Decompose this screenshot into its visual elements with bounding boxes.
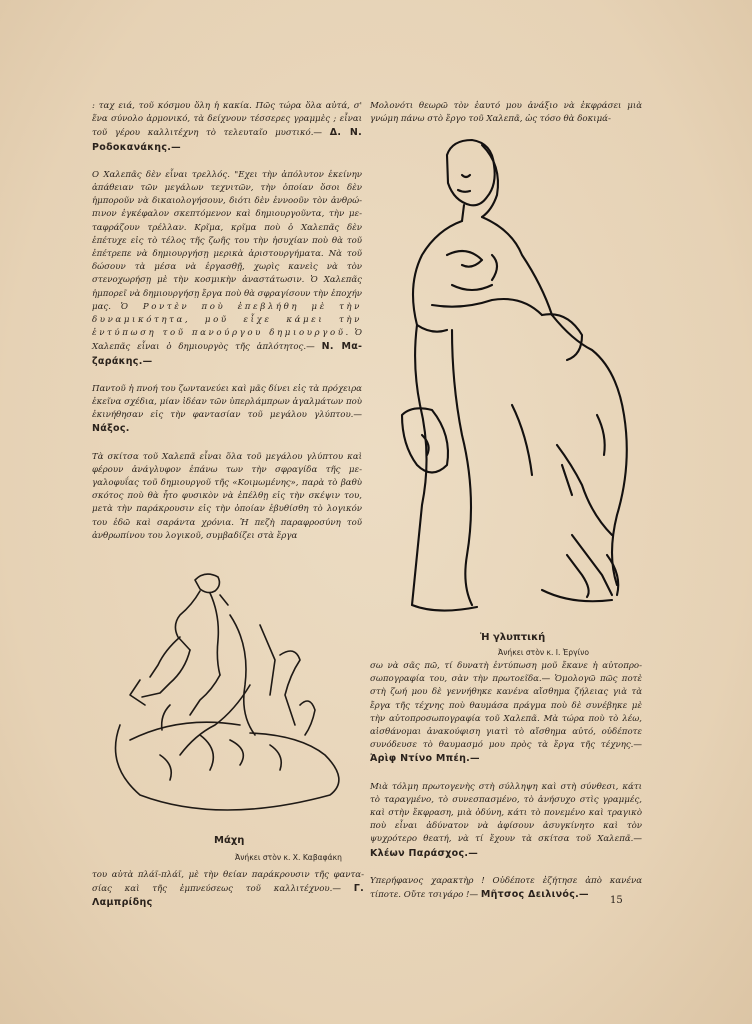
paragraph-text: Ο Χαλεπᾶς δὲν εἶναι τρελλός. "Εχει τὴν ἀπόλυτον ἐκείνην ἀπάθειαν τῶν μεγάλων τεχνιτῶν, τὴν ὁποίαν ὅσοι δὲν ἠμποροῦν νὰ δικαιολογήσουν, διότι δὲν ἐννοοῦν τὸν ἀνθρώπινον ἐγκέφαλον σκεπτόμενον καὶ δημιουργοῦντα, τὴν μεταφράζουν τρέλλαν. Κρῖμα, κρῖμα ποὺ ὁ Χαλεπᾶς δὲν ἐπέτυχε εἰς τὸ τέλος τῆς ζωῆς του τὴν ἡσυχίαν ποὺ θὰ τοῦ ἐπέτρεπε νὰ δημιουργήσῃ μερικὰ ἀριστουργήματα. Νὰ τοῦ δώσουν τὰ μέσα νὰ ἐργασθῇ, χωρὶς κανεὶς νὰ τὸν στενοχωρήσῃ μὲ τὴν κοσμικὴν ἀναστάτωσιν. Ὁ Χαλεπᾶς ἠμπορεῖ νὰ δημιουργήσῃ ἔργα ποὺ θὰ σφραγίσουν τὴν ἐποχήν μας. xyxy=(92,169,362,312)
author-signature: Γ. Λαμπρίδης xyxy=(92,883,364,909)
paragraph-deilinos xyxy=(370,875,642,902)
author-signature: Νάξος. xyxy=(92,423,130,435)
paragraph-text: : ταχ ειά, τοῦ κόσμου ὅλη ἡ κακία. Πῶς τώρα ὅλα αὐτά, σ' ἕνα σύνολο ἁρμονικό, τὰ δείχνουν τέσσερες γραμμὲς ; εἶναι τοῦ γέρου καλλιτέχνη τὸ τελευταῖο μυστικό.— xyxy=(92,101,362,139)
author-signature: Ν. Μαζαράκης.— xyxy=(92,341,362,367)
paragraph-text: Υπερήφανος χαρακτὴρ ! Οὐδέποτε ἐζήτησε ἀπὸ κανένα τίποτε. Οὔτε τσιγάρο !— xyxy=(370,875,642,901)
figure-caption-title-glyptiki: Ἡ γλυπτική xyxy=(480,632,546,643)
paragraph-text: Μιὰ τόλμη πρωτογενὴς στὴ σύλληψη καὶ στὴ σύνθεσι, κάτι τὸ ταραγμένο, τὸ συνεσπασμένο, τὸ ἀνήσυχο στὶς γραμμές, καὶ στὴν ἔκφραση, μιὰ ὀδύνη, κάτι τὸ πονεμένο καὶ τραγικὸ ποὺ εἶναι ἀδύνατον νὰ ἀφίσουν ἀσυγκίνητο καὶ τὸν ψυχρότερο θεατή, νὰ τί ἔχουν τὰ σκίτσα τοῦ Χαλεπᾶ.— xyxy=(370,781,642,845)
paragraph-naxos xyxy=(92,383,362,437)
battle-sketch-drawing xyxy=(100,565,350,820)
paragraph-molonoti xyxy=(370,100,642,126)
paragraph-paraschos xyxy=(370,781,642,861)
figure-caption-owner-glyptiki: Ἀνήκει στὸν κ. Ι. Ἐργίνο xyxy=(498,648,590,657)
sculptress-drawing xyxy=(392,135,642,630)
author-signature: Μῆτσος Δειλινός.— xyxy=(480,889,589,901)
author-signature: Δ. Ν. Ροδοκανάκης.— xyxy=(92,127,362,153)
paragraph-text: Τὰ σκίτσα τοῦ Χαλεπᾶ εἶναι ὅλα τοῦ μεγάλου γλύπτου καὶ φέρουν ἀνάγλυφον ἐπάνω των τὴν σφραγίδα τῆς μεγαλοφυΐας τοῦ δημιουργοῦ τῆς «Κοιμωμένης», παρὰ τὸ βαθὺ σκότος ποὺ θὰ ἦτο φυσικὸν νὰ ἐπέλθῃ εἰς τὴν σκέψιν του, μετὰ τὴν παράκρουσιν εἰς τὴν ὁποίαν ἐβυθίσθη τὸ λογικόν του ἐδῶ καὶ σαράντα χρόνια. Ἡ πεζὴ παραφροσύνη τοῦ ἀνθρωπίνου του λογικοῦ, συμβαδίζει στὰ ἔργα xyxy=(92,451,362,541)
paragraph-text: Μολονότι θεωρῶ τὸν ἑαυτό μου ἀνάξιο νὰ ἐκφράσει μιὰ γνώμη πάνω στὸ ἔργο τοῦ Χαλεπᾶ, ὡς τόσο θὰ δοκιμά- xyxy=(370,101,642,125)
paragraph-spaced-text: Ὁ Ροντὲν ποὺ ἐπεβλήθη μὲ τὴν δυναμικότητα, μοῦ εἶχε κάμει τὴν ἐντύπωση τοῦ πανούργου δημιουργοῦ. xyxy=(92,301,362,339)
paragraph-text: σω νὰ σᾶς πῶ, τί δυνατὴ ἐντύπωση μοῦ ἔκανε ἡ αὐτοπροσωπογραφία του, σὰν τὴν πρωτοεῖδα.— Ὁμολογῶ πῶς ποτὲ στὴ ζωή μου δὲ γεννήθηκε κανένα αἴσθημα ζήλειας γιὰ τὰ ἔργα τῆς τέχνης ποὺ θαυμάσα πράγμα ποὺ δὲ συνέβηκε μὲ τὴν αὐτοπροσωπογραφία τοῦ Χαλεπᾶ. Μὰ τώρα ποὺ τὸ λέω, αἰσθάνομαι ἀνακούφιση γιατὶ τὸ αἴσθημα αὐτό, οὐδέποτε συνόδευσε τὸ θαυμασμό μου πρὸς τὰ ἔργα τῆς τέχνης.— xyxy=(370,661,642,751)
paragraph-arif xyxy=(370,660,642,767)
paragraph-mazarakis xyxy=(92,169,362,369)
left-column xyxy=(92,100,362,557)
figure-caption-title-machi: Μάχη xyxy=(214,835,245,846)
author-signature: Ἀρὶφ Ντίνο Μπέη.— xyxy=(370,753,480,765)
paragraph-text: του αὐτὰ πλάϊ-πλάϊ, μὲ τὴν θείαν παράκρουσιν τῆς φαντασίας καὶ τῆς ἐμπνεύσεως τοῦ καλλιτέχνου.— xyxy=(92,870,364,895)
page-number: 15 xyxy=(610,895,623,906)
author-signature: Κλέων Παράσχος.— xyxy=(370,847,479,859)
paragraph-text: Ὁ Χαλεπᾶς εἶναι ὁ δημιουργὸς τῆς ἁπλότητος.— xyxy=(92,328,362,353)
paragraph-rodokanakis xyxy=(92,100,362,155)
figure-caption-owner-machi: Ἀνήκει στὸν κ. Χ. Καβαφάκη xyxy=(235,853,342,862)
paragraph-lamprides xyxy=(92,451,362,543)
right-column-bottom xyxy=(370,660,642,916)
paragraph-lamprides-end xyxy=(92,869,364,911)
paragraph-text: Παντοῦ ἡ πνοή του ζωντανεύει καὶ μᾶς δίνει εἰς τὰ πρόχειρα ἐκεῖνα σχέδια, μίαν ἰδέαν τῶν ὑπερλάμπρων ἀγαλμάτων ποὺ ἐκινήθησαν εἰς τὴν φαντασίαν τοῦ μεγάλου γλύπτου.— xyxy=(92,383,362,421)
